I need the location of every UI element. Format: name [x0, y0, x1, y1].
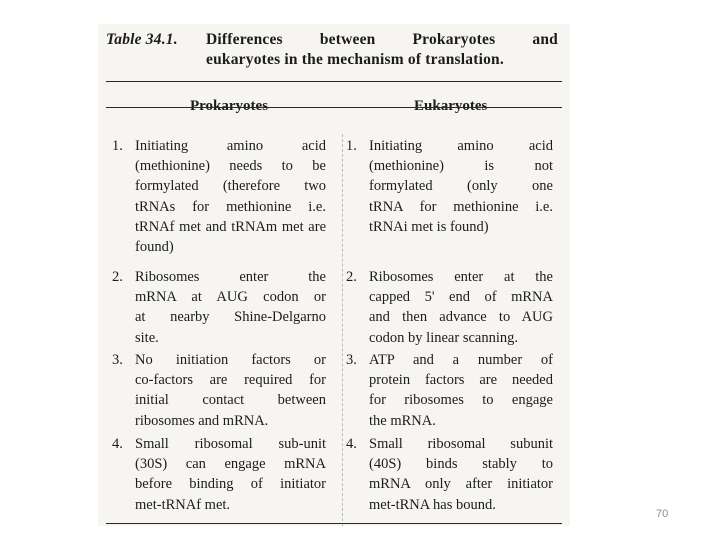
- top-rule: [106, 81, 562, 82]
- header-rule: [106, 107, 562, 108]
- cell-line: before binding of initiator: [135, 476, 326, 493]
- cell-line: and then advance to AUG: [369, 309, 553, 326]
- caption-line-1: Differences between Prokaryotes and: [206, 31, 558, 48]
- cell-line: Small ribosomal subunit: [369, 436, 553, 452]
- cell-line: protein factors are needed: [369, 372, 553, 389]
- row-number: 2.: [112, 269, 123, 285]
- caption-line-2: eukaryotes in the mechanism of translation.: [206, 51, 504, 68]
- scanned-table-image: [98, 24, 570, 526]
- row-number: 3.: [112, 352, 123, 368]
- cell-line: (methionine) needs to be: [135, 158, 326, 175]
- cell-line: ribosomes and mRNA.: [135, 412, 269, 429]
- cell-line: Ribosomes enter the: [135, 269, 326, 285]
- cell-line: No initiation factors or: [135, 352, 326, 368]
- cell-line: tRNA for methionine i.e.: [369, 198, 553, 215]
- cell-line: met-tRNA has bound.: [369, 496, 496, 513]
- cell-line: site.: [135, 329, 159, 346]
- cell-line: Ribosomes enter at the: [369, 269, 553, 285]
- cell-line: Initiating amino acid: [369, 138, 553, 154]
- row-number: 1.: [346, 138, 357, 154]
- cell-line: for ribosomes to engage: [369, 392, 553, 409]
- row-number: 1.: [112, 138, 123, 154]
- cell-line: found): [135, 239, 174, 256]
- cell-line: tRNAf met and tRNAm met are: [135, 218, 326, 235]
- cell-line: Small ribosomal sub-unit: [135, 436, 326, 452]
- cell-line: codon by linear scanning.: [369, 329, 518, 346]
- cell-line: the mRNA.: [369, 412, 436, 429]
- cell-line: tRNAs for methionine i.e.: [135, 198, 326, 215]
- table-label: Table 34.1.: [106, 31, 178, 48]
- cell-line: formylated (therefore two: [135, 178, 326, 195]
- cell-line: tRNAi met is found): [369, 218, 489, 235]
- cell-line: mRNA only after initiator: [369, 476, 553, 493]
- column-divider: [342, 134, 343, 526]
- cell-line: met-tRNAf met.: [135, 496, 231, 513]
- row-number: 4.: [346, 436, 357, 452]
- cell-line: co-factors are required for: [135, 372, 326, 389]
- slide-page-number: 70: [656, 508, 669, 520]
- row-number: 2.: [346, 269, 357, 285]
- cell-line: Initiating amino acid: [135, 138, 326, 154]
- row-number: 4.: [112, 436, 123, 452]
- cell-line: ATP and a number of: [369, 352, 553, 368]
- cell-line: (methionine) is not: [369, 158, 553, 175]
- column-header-eukaryotes: Eukaryotes: [414, 98, 488, 114]
- cell-line: (30S) can engage mRNA: [135, 456, 326, 473]
- cell-line: formylated (only one: [369, 178, 553, 195]
- column-header-prokaryotes: Prokaryotes: [190, 98, 269, 114]
- cell-line: (40S) binds stably to: [369, 456, 553, 473]
- bottom-rule: [106, 523, 562, 524]
- cell-line: capped 5' end of mRNA: [369, 289, 553, 306]
- cell-line: mRNA at AUG codon or: [135, 289, 326, 306]
- row-number: 3.: [346, 352, 357, 368]
- cell-line: at nearby Shine-Delgarno: [135, 309, 326, 326]
- cell-line: initial contact between: [135, 392, 326, 409]
